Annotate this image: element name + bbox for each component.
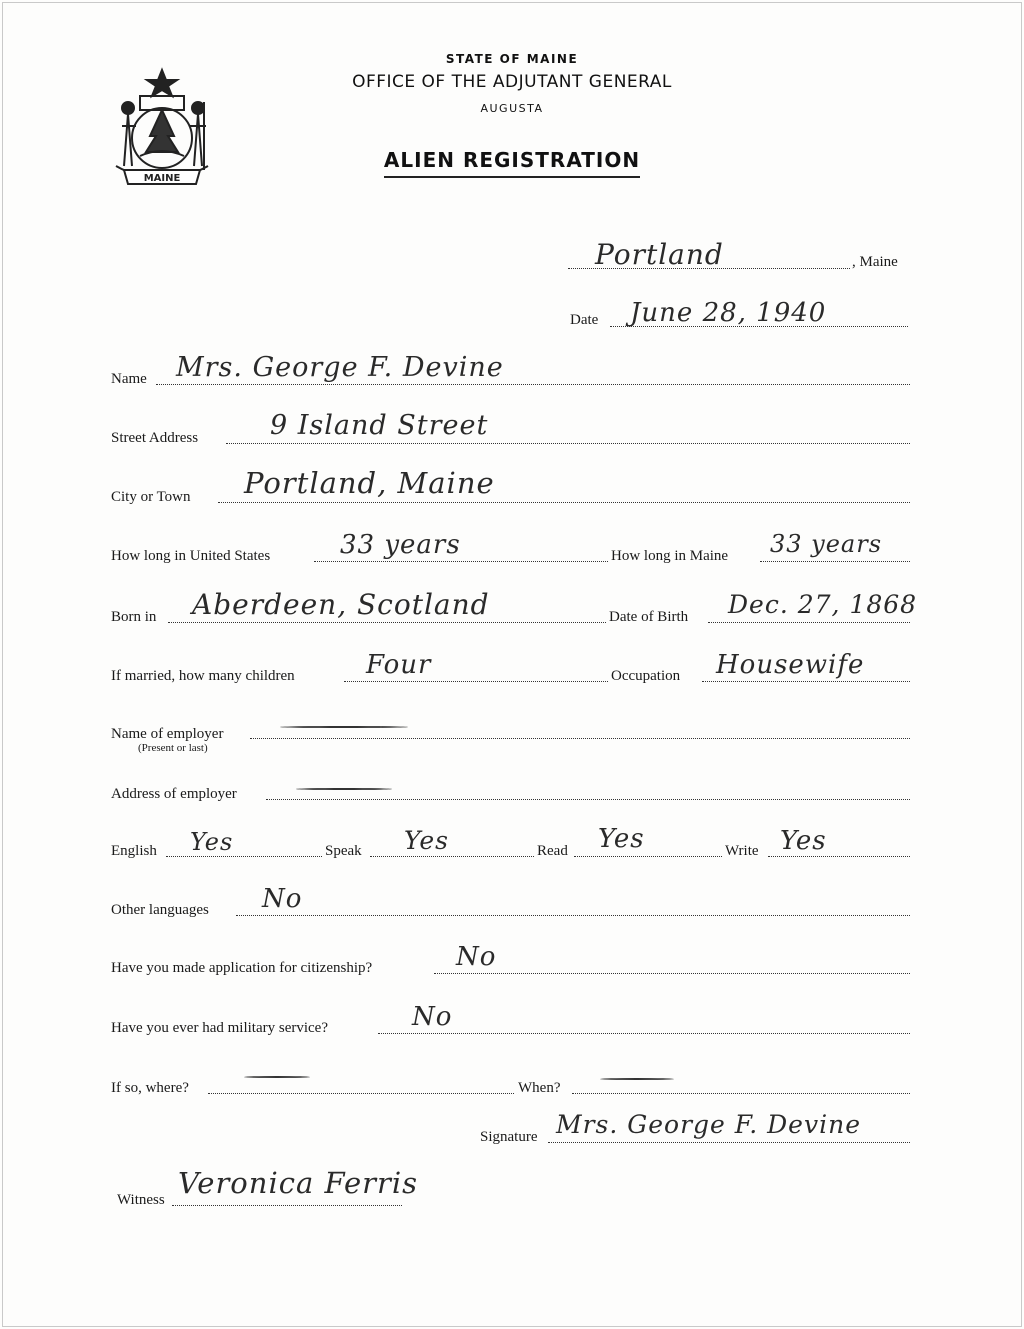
read-value: Yes <box>598 824 645 854</box>
signature-label: Signature <box>480 1129 538 1145</box>
other-languages-label: Other languages <box>111 902 209 918</box>
speak-line <box>370 856 534 857</box>
city-label: City or Town <box>111 489 191 505</box>
occupation-line <box>702 681 910 682</box>
when-line <box>572 1093 910 1094</box>
form-title <box>0 148 1024 172</box>
employer-address-line <box>266 799 910 800</box>
name-label: Name <box>111 371 147 387</box>
employer-address-label: Address of employer <box>111 786 237 802</box>
write-line <box>768 856 910 857</box>
children-line <box>344 681 608 682</box>
employer-dash <box>280 726 408 728</box>
english-label: English <box>111 843 157 859</box>
born-value: Aberdeen, Scotland <box>192 588 490 621</box>
employer-label: Name of employer <box>111 726 224 742</box>
date-value: June 28, 1940 <box>630 298 827 328</box>
write-value: Yes <box>780 826 827 856</box>
children-value: Four <box>366 650 432 680</box>
born-line <box>168 622 606 623</box>
witness-line <box>172 1205 402 1206</box>
children-label: If married, how many children <box>111 668 295 684</box>
signature-value: Mrs. George F. Devine <box>556 1110 861 1139</box>
dob-label: Date of Birth <box>609 609 689 625</box>
citizenship-value: No <box>456 942 497 972</box>
state-heading: STATE OF MAINE <box>445 52 579 66</box>
born-label: Born in <box>111 609 157 625</box>
where-label: If so, where? <box>111 1080 189 1096</box>
english-line <box>166 856 322 857</box>
city-line <box>218 502 910 503</box>
date-label: Date <box>570 312 599 328</box>
employer-line <box>250 738 910 739</box>
write-label: Write <box>725 843 759 859</box>
dob-line <box>708 622 910 623</box>
read-line <box>574 856 722 857</box>
read-label: Read <box>537 843 568 859</box>
signature-line <box>548 1142 910 1143</box>
maine-years-line <box>760 561 910 562</box>
speak-label: Speak <box>325 843 362 859</box>
military-line <box>378 1033 910 1034</box>
street-label: Street Address <box>111 430 199 446</box>
english-value: Yes <box>190 828 234 856</box>
us-years-value: 33 years <box>340 530 461 560</box>
form-title-text: ALIEN REGISTRATION <box>384 148 640 178</box>
witness-label: Witness <box>117 1192 165 1208</box>
city-heading: AUGUSTA <box>480 102 544 115</box>
speak-value: Yes <box>404 826 449 855</box>
employer-sublabel: (Present or last) <box>138 742 208 754</box>
citizenship-label: Have you made application for citizenship? <box>111 960 373 976</box>
city-value: Portland, Maine <box>244 466 495 500</box>
when-dash <box>600 1078 674 1080</box>
where-line <box>208 1093 514 1094</box>
military-value: No <box>412 1002 453 1032</box>
us-years-line <box>314 561 608 562</box>
occupation-value: Housewife <box>716 650 865 680</box>
other-languages-value: No <box>262 884 303 914</box>
street-value: 9 Island Street <box>270 410 489 441</box>
street-line <box>226 443 910 444</box>
citizenship-line <box>434 973 910 974</box>
occupation-label: Occupation <box>611 668 681 684</box>
other-languages-line <box>236 915 910 916</box>
maine-years-label: How long in Maine <box>611 548 729 564</box>
name-value: Mrs. George F. Devine <box>176 352 504 383</box>
place-value: Portland <box>595 238 724 271</box>
employer-address-dash <box>296 788 392 790</box>
when-label: When? <box>518 1080 561 1096</box>
seal-text: MAINE <box>143 173 181 184</box>
name-line <box>156 384 910 385</box>
us-years-label: How long in United States <box>111 548 271 564</box>
dob-value: Dec. 27, 1868 <box>728 590 918 619</box>
witness-value: Veronica Ferris <box>178 1166 419 1200</box>
military-label: Have you ever had military service? <box>111 1020 328 1036</box>
office-heading: OFFICE OF THE ADJUTANT GENERAL <box>352 72 672 92</box>
maine-years-value: 33 years <box>770 530 883 558</box>
place-label: , Maine <box>852 254 898 270</box>
where-dash <box>244 1076 310 1078</box>
